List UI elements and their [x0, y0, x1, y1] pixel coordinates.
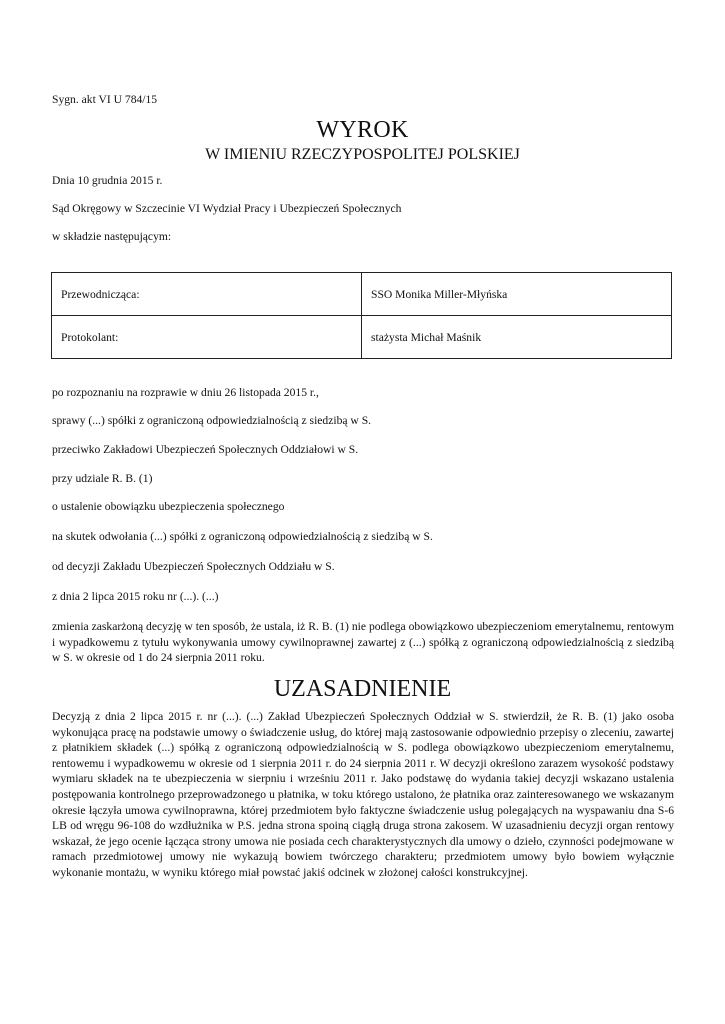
proceedings-line: przy udziale R. B. (1): [52, 472, 153, 485]
document-subtitle: W IMIENIU RZECZYPOSPOLITEJ POLSKIEJ: [205, 146, 520, 163]
justification-text: Decyzją z dnia 2 lipca 2015 r. nr (...). (...) Zakład Ubezpieczeń Społecznych Oddział w S. stwierdził, że R. B. (1) jako osoba wykonująca pracę na podstawie umowy o świadczenie usług, do której mają zastosowanie odpowiednio przepisy o zleceniu, zawartej z płatnikiem składek (...) spółką z ograniczoną odpowiedzialnością w S. podlega obowiązkowo ubezpieczeniom emerytalnemu, rentowemu i wypadkowemu w okresie od 1 sierpnia 2011 r. do 24 sierpnia 2011 r. W decyzji określono zarazem wysokość podstawy wymiaru składek na te ubezpieczenia w sierpniu i wrześniu 2011 r. Jako podstawę do wydania takiej decyzji wskazano ustalenia postępowania kontrolnego przeprowadzonego u płatnika, w toku którego ustalono, że płatnika oraz zainteresowanego we wskazanym okresie łączyła umowa cywilnoprawna, której przedmiotem było faktyczne świadczenie usług polegających na wyspawaniu dna S-6 LB od wręgu 96-108 do wzdłużnika w P.S. jedna strona spoiną ciągłą druga strona zakosem. W uzasadnieniu decyzji organ rentowy wskazał, że jego ocenie łącząca strony umowa nie posiada cech charakterystycznych dla umowy o dzieło, czynności podejmowane w ramach przedmiotowej umowy nie wykazują bowiem twórczego charakteru; przedmiotem umowy było bowiem wyłącznie wykonanie montażu, w wyniku którego miał powstać jakiś odcinek w złożonej całości konstrukcyjnej.: [52, 710, 674, 879]
justification-title: UZASADNIENIE: [273, 676, 452, 702]
proceedings-line: od decyzji Zakładu Ubezpieczeń Społecznych Oddziału w S.: [52, 560, 335, 573]
court-panel-table: [51, 272, 672, 359]
panel-member: stażysta Michał Maśnik: [362, 316, 672, 359]
verdict-text: zmienia zaskarżoną decyzję w ten sposób, że ustala, iż R. B. (1) nie podlega obowiązkowo ubezpieczeniom emerytalnemu, rentowym i wypadkowemu z tytułu wykonywania umowy cywilnoprawnej zawartej z (...) spółką z ograniczoną odpowiedzialnością z siedzibą w S. w okresie od 1 do 24 sierpnia 2011 roku.: [52, 620, 674, 664]
proceedings-line: po rozpoznaniu na rozprawie w dniu 26 listopada 2015 r.,: [52, 386, 319, 399]
panel-role: Przewodnicząca:: [52, 273, 362, 316]
table-row: [52, 273, 672, 316]
proceedings-line: o ustalenie obowiązku ubezpieczenia społecznego: [52, 500, 285, 513]
composition-label: w składzie następującym:: [52, 230, 172, 243]
judgment-date: Dnia 10 grudnia 2015 r.: [52, 174, 163, 187]
proceedings-line: sprawy (...) spółki z ograniczoną odpowiedzialnością z siedzibą w S.: [52, 414, 372, 427]
court-name: Sąd Okręgowy w Szczecinie VI Wydział Pracy i Ubezpieczeń Społecznych: [52, 202, 402, 215]
proceedings-line: przeciwko Zakładowi Ubezpieczeń Społecznych Oddziałowi w S.: [52, 443, 359, 456]
proceedings-line: na skutek odwołania (...) spółki z ograniczoną odpowiedzialnością z siedzibą w S.: [52, 530, 433, 543]
table-row: [52, 316, 672, 359]
proceedings-line: z dnia 2 lipca 2015 roku nr (...). (...): [52, 590, 219, 603]
case-signature: Sygn. akt VI U 784/15: [52, 93, 158, 106]
panel-role: Protokolant:: [52, 316, 362, 359]
panel-member: SSO Monika Miller-Młyńska: [362, 273, 672, 316]
document-title: WYROK: [316, 117, 409, 143]
